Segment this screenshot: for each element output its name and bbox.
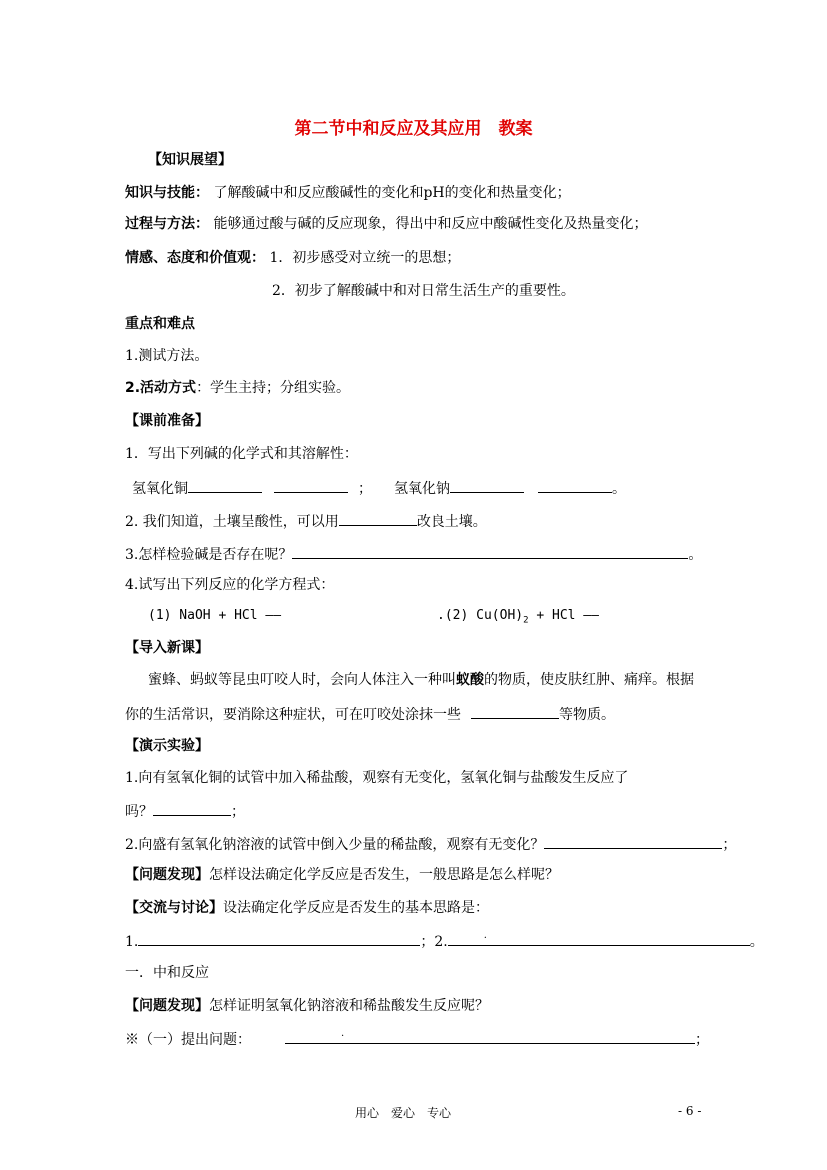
sentence-end: ； — [722, 837, 737, 853]
intro-line-1 — [148, 670, 694, 690]
demo-item-1-question: 吗？ — [125, 804, 153, 820]
objective-emotion-item-2: 2．初步了解酸碱中和对日常生活生产的重要性。 — [272, 283, 575, 299]
objective-emotion-item-1: 1．初步感受对立统一的思想； — [269, 250, 461, 266]
demo-item-2 — [125, 833, 736, 855]
objective-knowledge-text: 了解酸碱中和反应酸碱性的变化和pH的变化和热量变化； — [213, 185, 571, 201]
prep-question-3 — [125, 543, 702, 565]
thinking-label-1: 1. — [125, 934, 139, 950]
problem-find-2 — [125, 996, 489, 1016]
answer-blank[interactable] — [292, 543, 688, 559]
section-exchange: 【交流与讨论】 — [125, 900, 223, 916]
answer-blank[interactable] — [188, 477, 262, 493]
formic-acid-term: 蚁酸 — [456, 672, 484, 688]
answer-blank[interactable] — [544, 833, 722, 849]
answer-blank[interactable] — [274, 477, 348, 493]
key-points-heading: 重点和难点 — [125, 316, 195, 332]
prep-question-2-text: 2. 我们知道，土壤呈酸性，可以用 — [125, 514, 339, 530]
prep-question-2-end: 改良土壤。 — [416, 514, 487, 530]
stray-dot: . — [483, 930, 487, 941]
prep-question-4: 4.试写出下列反应的化学方程式： — [125, 577, 335, 593]
prep-question-2 — [125, 510, 487, 532]
answer-blank[interactable] — [450, 477, 524, 493]
intro-line-1-tail: 的物质，使皮肤红肿、痛痒。根据 — [484, 672, 694, 688]
section-new-lesson: 【导入新课】 — [125, 640, 209, 656]
objective-process — [125, 214, 647, 234]
sentence-end: ； — [695, 1032, 709, 1048]
section-problem-find: 【问题发现】 — [125, 998, 209, 1014]
key-point-2-label: 2.活动方式 — [125, 380, 197, 396]
objective-process-label: 过程与方法： — [125, 216, 209, 232]
document-title: 第二节中和反应及其应用 教案 — [294, 119, 533, 139]
intro-line-1-text: 蜜蜂、蚂蚁等昆虫叮咬人时，会向人体注入一种叫 — [148, 672, 456, 688]
key-point-2-text: ：学生主持；分组实验。 — [196, 380, 351, 396]
prep-question-3-text: 3.怎样检验碱是否存在呢？ — [125, 547, 293, 563]
demo-item-1-line-2 — [125, 800, 245, 822]
objective-emotion-label: 情感、态度和价值观： — [125, 250, 265, 266]
demo-item-2-text: 2.向盛有氢氧化钠溶液的试管中倒入少量的稀盐酸，观察有无变化？ — [125, 837, 545, 853]
section-demo: 【演示实验】 — [125, 738, 209, 754]
exchange-discussion — [125, 898, 489, 918]
thinking-label-2: ；2. — [420, 934, 448, 950]
section-lesson-prep: 【课前准备】 — [125, 413, 209, 429]
key-point-2 — [125, 378, 350, 398]
key-point-1: 1.测试方法。 — [125, 348, 209, 364]
equation-2-suffix: + HCl —— — [528, 608, 599, 623]
equation-2-subscript: 2 — [523, 615, 529, 626]
raise-question — [125, 1028, 709, 1050]
intro-line-2-end: 等物质。 — [559, 707, 615, 723]
objective-emotion — [125, 248, 460, 268]
equation-1: (1) NaOH + HCl —— — [148, 608, 282, 623]
objective-knowledge — [125, 183, 571, 203]
neutralization-heading: 一．中和反应 — [125, 965, 209, 981]
answer-blank[interactable] — [153, 800, 231, 816]
problem-find-1 — [125, 865, 559, 885]
exchange-text: 设法确定化学反应是否发生的基本思路是： — [223, 900, 489, 916]
problem-find-2-text: 怎样证明氢氧化钠溶液和稀盐酸发生反应呢？ — [209, 998, 489, 1014]
equation-2 — [437, 606, 599, 631]
sodium-hydroxide-label: 氢氧化钠 — [394, 481, 450, 497]
answer-blank[interactable] — [285, 1028, 695, 1044]
thinking-answers — [125, 930, 764, 952]
footer-motto: 用心 爱心 专心 — [355, 1106, 452, 1120]
objective-process-text: 能够通过酸与碱的反应现象，得出中和反应中酸碱性变化及热量变化； — [213, 216, 648, 232]
sentence-end: ； — [231, 804, 245, 820]
prep-question-1-answers — [132, 477, 626, 499]
intro-line-2-text: 你的生活常识，要消除这种症状，可在叮咬处涂抹一些 — [125, 707, 461, 723]
demo-item-1-line-1: 1.向有氢氧化铜的试管中加入稀盐酸，观察有无变化，氢氧化铜与盐酸发生反应了 — [125, 770, 629, 786]
answer-blank[interactable] — [538, 477, 612, 493]
section-knowledge-outlook: 【知识展望】 — [148, 152, 232, 168]
sentence-end: 。 — [749, 934, 764, 950]
copper-hydroxide-label: 氢氧化铜 — [132, 481, 188, 497]
prep-question-1: 1．写出下列碱的化学式和其溶解性： — [125, 446, 358, 462]
raise-question-label: ※（一）提出问题： — [125, 1032, 251, 1048]
stray-dot: . — [341, 1028, 345, 1039]
objective-knowledge-label: 知识与技能： — [125, 185, 209, 201]
sentence-end: 。 — [612, 481, 626, 497]
intro-line-2 — [125, 703, 615, 725]
separator: ； — [358, 481, 372, 497]
answer-blank[interactable] — [448, 930, 750, 946]
answer-blank[interactable] — [471, 703, 559, 719]
answer-blank[interactable] — [138, 930, 420, 946]
section-problem-find: 【问题发现】 — [125, 867, 209, 883]
page-number: - 6 - — [678, 1104, 702, 1118]
answer-blank[interactable] — [339, 510, 417, 526]
sentence-end: 。 — [688, 547, 703, 563]
equation-2-prefix: .(2) Cu(OH) — [437, 608, 524, 623]
problem-find-1-text: 怎样设法确定化学反应是否发生，一般思路是怎么样呢？ — [209, 867, 559, 883]
